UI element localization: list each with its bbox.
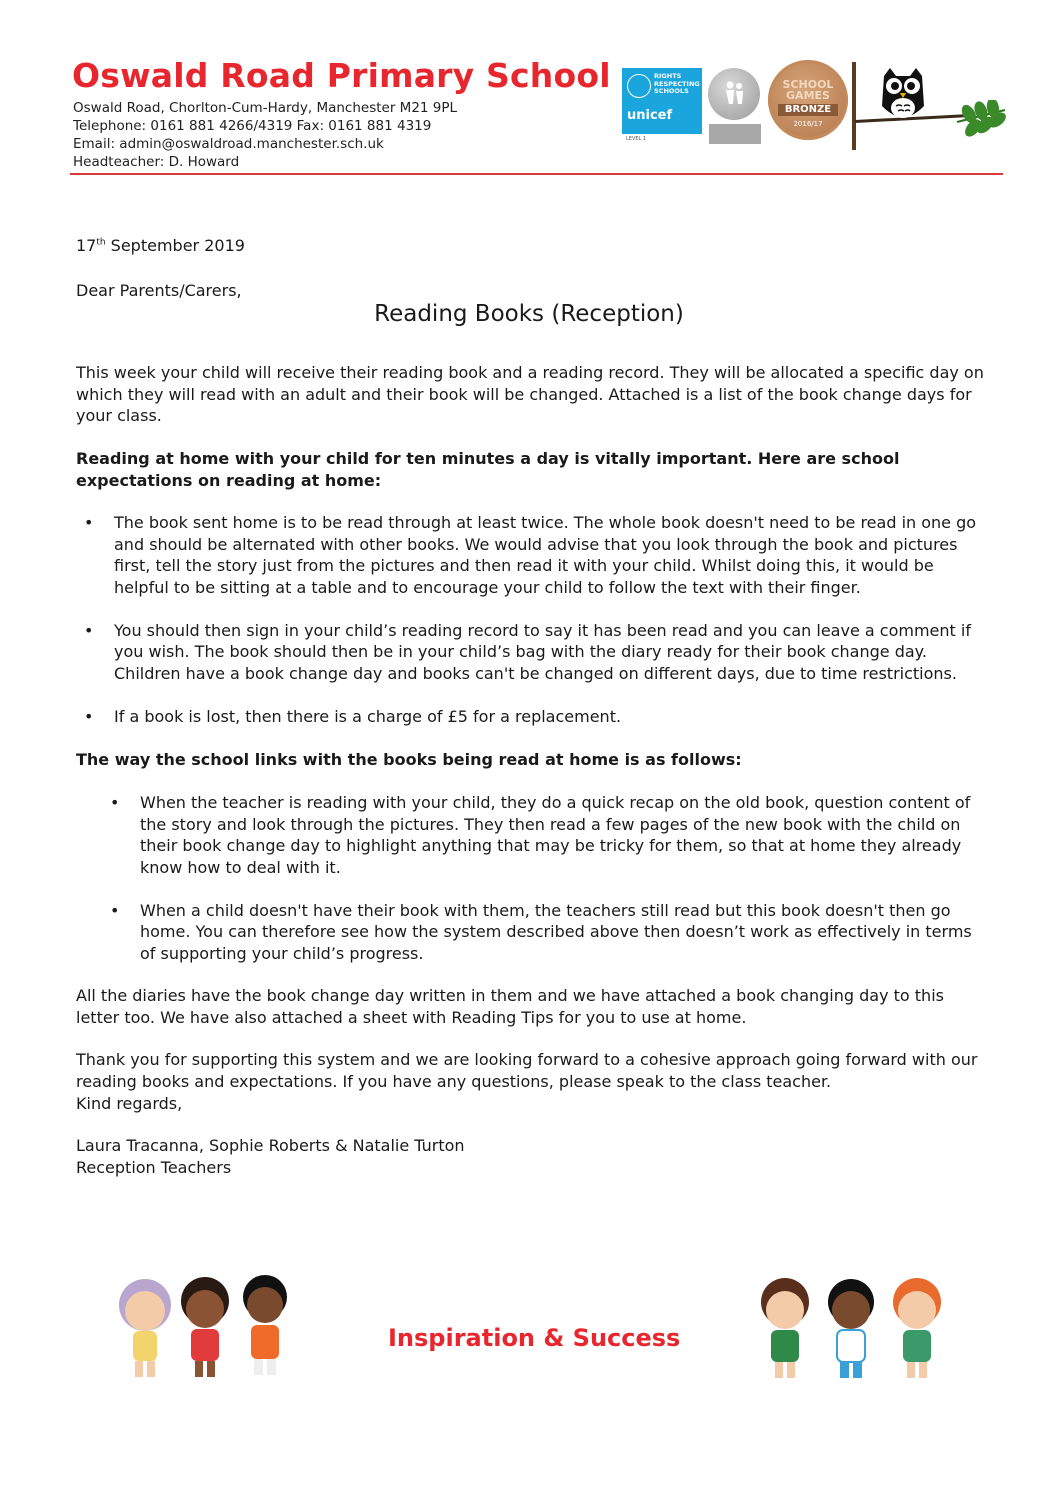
expectations-list — [84, 512, 984, 727]
signatory-role: Reception Teachers — [76, 1158, 232, 1177]
unicef-wordmark: unicef — [627, 108, 673, 123]
bullet-icon: • — [84, 620, 94, 640]
date-suffix: th — [96, 237, 106, 248]
games-award: BRONZE — [778, 104, 838, 116]
list-item — [110, 900, 980, 965]
signatories: Laura Tracanna, Sophie Roberts & Natalie Turton — [76, 1136, 465, 1155]
rights-respecting-schools-logo — [622, 68, 702, 134]
owl-perch-post — [852, 62, 856, 150]
intro-paragraph: This week your child will receive their reading book and a reading record. They will be allocated a specific day on which they will read with an adult and their book will be changed. Attached is a list of the book change days for your class. — [76, 363, 984, 425]
school-email: Email: admin@oswaldroad.manchester.sch.uk — [73, 136, 384, 152]
games-line-1: SCHOOL — [782, 78, 834, 91]
school-links-heading: The way the school links with the books being read at home is as follows: — [76, 750, 742, 769]
children-illustration-right — [745, 1268, 965, 1388]
owl-icon — [876, 66, 930, 126]
list-item — [110, 792, 980, 878]
diaries-paragraph: All the diaries have the book change day written in them and we have attached a book changing day to this letter too. We have also attached a sheet with Reading Tips for you to use at home. — [76, 986, 944, 1027]
list-item — [84, 620, 984, 685]
school-sport-mark-logo — [708, 68, 760, 120]
thanks-paragraph: Thank you for supporting this system and we are looking forward to a cohesive approach going forward with our reading books and expectations. If you have any questions, please speak to the class teacher. — [76, 1050, 978, 1091]
letter-title: Reading Books (Reception) — [374, 301, 684, 327]
rrs-level: LEVEL 1 — [626, 136, 647, 142]
school-name: Oswald Road Primary School — [72, 56, 611, 95]
school-contact-block — [73, 99, 457, 171]
bullet-icon: • — [110, 793, 120, 812]
list-item-text: The book sent home is to be read through at least twice. The whole book doesn't need to be read in one go and should be alternated with other books. We would advise that you look through the book and pictures first, tell the story just from the pictures and then read it with your child. Whilst doing this, it would be helpful to be sitting at a table and to encourage your child to follow the text with their finger. — [114, 513, 977, 597]
school-games-bronze-logo — [768, 60, 848, 140]
bullet-icon: • — [84, 513, 94, 532]
list-item-text: When a child doesn't have their book with them, the teachers still read but this book doesn't then go home. You can therefore see how the system described above then doesn’t work as effectively in terms of supporting your child’s progress. — [140, 900, 972, 963]
children-illustration-left — [95, 1265, 315, 1385]
games-line-2: GAMES — [786, 89, 830, 102]
list-item-text: You should then sign in your child’s reading record to say it has been read and you can leave a comment if you wish. The book should then be in your child’s bag with the diary ready for their book change day. Children have a book change day and books can't be changed on different days, due to time restrictions. — [114, 620, 971, 683]
date-day: 17 — [76, 236, 97, 255]
salutation: Dear Parents/Carers, — [76, 281, 242, 300]
closing: Kind regards, — [76, 1094, 183, 1113]
sport-mark-banner — [709, 124, 761, 144]
letter-date — [76, 236, 245, 255]
school-telephone: Telephone: 0161 881 4266/4319 Fax: 0161 881 4319 — [73, 118, 432, 134]
globe-icon — [627, 74, 651, 98]
school-links-list — [110, 792, 980, 964]
school-address: Oswald Road, Chorlton-Cum-Hardy, Manchester M21 9PL — [73, 100, 458, 116]
games-year: 2016/17 — [793, 120, 823, 128]
list-item — [84, 512, 984, 598]
sport-figures-icon — [723, 80, 745, 106]
expectations-heading: Reading at home with your child for ten minutes a day is vitally important. Here are school expectations on reading at home: — [76, 449, 900, 490]
list-item-text: If a book is lost, then there is a charge of £5 for a replacement. — [114, 706, 622, 726]
list-item — [84, 706, 984, 728]
rrs-logo-text: RIGHTS RESPECTING SCHOOLS — [654, 72, 700, 95]
bullet-icon: • — [110, 900, 120, 920]
school-tagline: Inspiration & Success — [388, 1324, 681, 1352]
list-item-text: When the teacher is reading with your child, they do a quick recap on the old book, question content of the story and look through the pictures. They then read a few pages of the new book with the child on their book change day to highlight anything that may be tricky for them, so that at home they already know how to deal with it. — [140, 793, 971, 877]
school-headteacher: Headteacher: D. Howard — [73, 154, 240, 170]
bullet-icon: • — [84, 706, 94, 726]
header-divider — [70, 173, 1003, 175]
leaves-icon — [955, 100, 1007, 140]
date-month-year: September 2019 — [105, 236, 245, 255]
